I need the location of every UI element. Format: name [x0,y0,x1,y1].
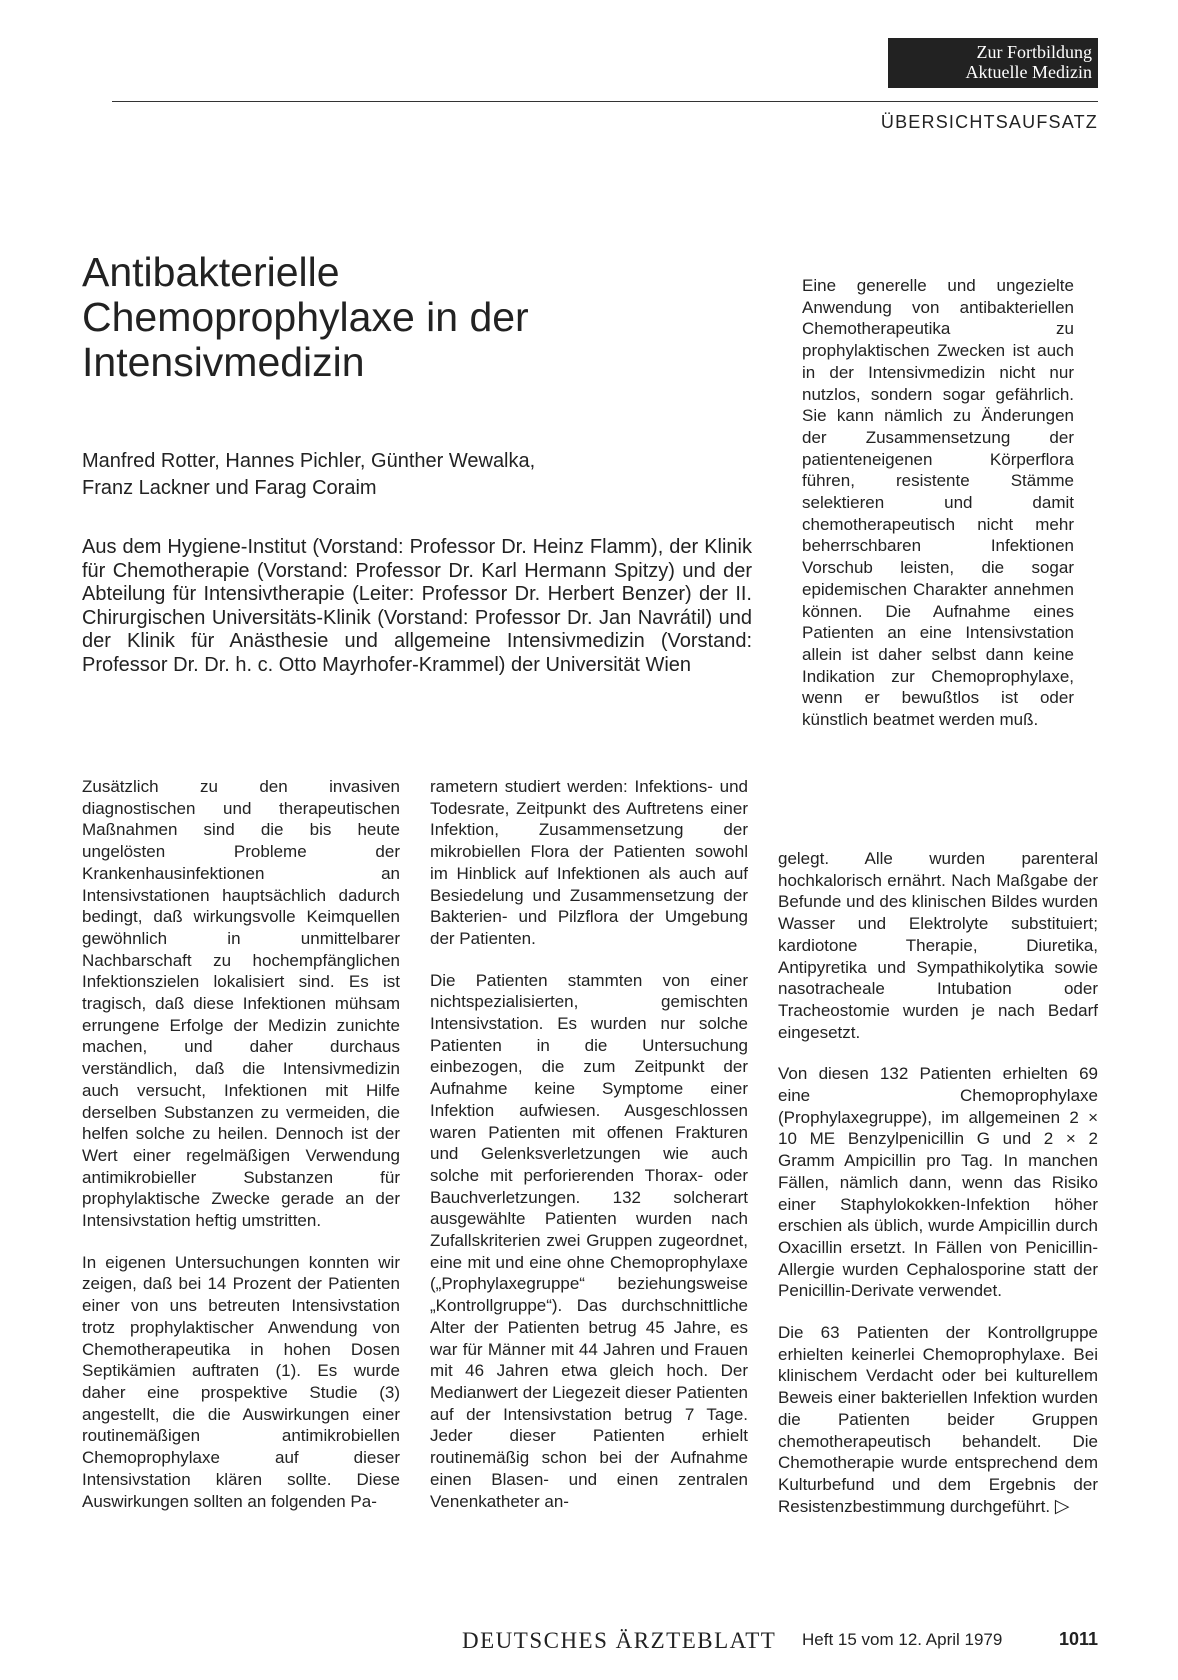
abstract-text: Eine generelle und ungezielte Anwendung von antibakteriellen Chemotherapeutika zu prophylaktischen Zwecken ist auch in der Intensivmedizin nicht nur nutzlos, sondern sogar gefährlich. Sie kann nämlich zu Änderungen der Zusammensetzung der patienteneigenen Körperflora führen, resistente Stämme selektieren und damit chemotherapeutisch nicht mehr beherrschbaren Infektionen Vorschub leisten, die sogar epidemischen Charakter annehmen können. Die Aufnahme eines Patienten an eine Intensivstation allein ist daher selbst dann keine Indikation zur Chemoprophylaxe, wenn er bewußtlos ist oder künstlich beatmet werden muß. [802,276,1074,730]
header-rule [112,101,1098,102]
badge-line-2: Aktuelle Medizin [965,62,1092,82]
journal-name: DEUTSCHES ÄRZTEBLATT [462,1628,777,1653]
title-line-2: Chemoprophylaxe in der [82,294,529,340]
continue-arrow-icon: ▷ [1054,1495,1070,1517]
authors [82,448,702,502]
authors-line-2: Franz Lackner und Farag Coraim [82,477,377,499]
abstract [802,275,1074,731]
paragraph: In eigenen Untersuchungen konnten wir zeigen, daß bei 14 Prozent der Patienten einer von uns betreuten Intensivstation trotz prophylaktischer Anwendung von Chemotherapeutika in hohen Dosen Septikämien auftraten (1). Es wurde daher eine prospektive Studie (3) angestellt, die die Auswirkungen einer routinemäßigen antimikrobiellen Chemoprophylaxe auf dieser Intensivstation klären sollte. Diese Auswirkungen sollten an folgenden Pa- [82,1252,400,1511]
body-column-2 [430,776,748,1532]
issue-info: Heft 15 vom 12. April 1979 [802,1630,1003,1649]
article-title [82,250,682,385]
affiliation: Aus dem Hygiene-Institut (Vorstand: Professor Dr. Heinz Flamm), der Klinik für Chemotherapie (Vorstand: Professor Dr. Karl Hermann Spitzy) und der Abteilung für Intensivtherapie (Leiter: Professor Dr. Herbert Benzer) der II. Chirurgischen Universitäts-Klinik (Vorstand: Professor Dr. Jan Navrátil) und der Klinik für Anästhesie und allgemeine Intensivmedizin (Vorstand: Professor Dr. Dr. h. c. Otto Mayrhofer-Krammel) der Universität Wien [82,536,752,676]
title-line-1: Antibakterielle [82,249,340,295]
body-column-1 [82,776,400,1532]
title-line-3: Intensivmedizin [82,339,365,385]
paragraph: gelegt. Alle wurden parenteral hochkalorisch ernährt. Nach Maßgabe der Befunde und des klinischen Bildes wurden Wasser und Elektrolyte substituiert; kardiotone Therapie, Diuretika, Antipyretika und Sympathikolytika sowie nasotracheale Intubation oder Tracheostomie wurden je nach Bedarf eingesetzt. [778,849,1098,1042]
paragraph: Die Patienten stammten von einer nichtspezialisierten, gemischten Intensivstation. Es wurden nur solche Patienten in die Untersuchung einbezogen, die zum Zeitpunkt der Aufnahme keine Symptome einer Infektion aufwiesen. Ausgeschlossen waren Patienten mit offenen Frakturen und Gelenksverletzungen wie auch solche mit perforierenden Thorax- oder Bauchverletzungen. 132 solcherart ausgewählte Patienten wurden nach Zufallskriterien zwei Gruppen zugeordnet, eine mit und eine ohne Chemoprophylaxe („Prophylaxegruppe“ beziehungsweise „Kontrollgruppe“). Das durchschnittliche Alter der Patienten betrug 45 Jahre, es war für Männer mit 44 Jahren und Frauen mit 46 Jahren etwa gleich hoch. Der Medianwert der Liegezeit dieser Patienten auf der Intensivstation betrug 7 Tage. Jeder dieser Patienten erhielt routinemäßig schon bei der Aufnahme einen Blasen- und einen zentralen Venenkatheter an- [430,970,748,1511]
section-label: ÜBERSICHTSAUFSATZ [880,112,1098,132]
paragraph-text: Die 63 Patienten der Kontrollgruppe erhielten keinerlei Chemoprophylaxe. Bei klinischem Verdacht oder bei kulturellem Beweis einer bakteriellen Infektion wurden die Patienten beider Gruppen chemotherapeutisch behandelt. Die Chemotherapie wurde entsprechend dem Kulturbefund und dem Ergebnis der Resistenzbestimmung durchgeführt. [778,1323,1098,1516]
body-column-3 [778,848,1098,1537]
authors-line-1: Manfred Rotter, Hannes Pichler, Günther Wewalka, [82,450,536,472]
page-footer [0,1628,1098,1658]
page-number: 1011 [1058,1629,1098,1649]
section-badge [888,38,1098,88]
badge-line-1: Zur Fortbildung [976,42,1092,62]
paragraph: Zusätzlich zu den invasiven diagnostischen und therapeutischen Maßnahmen sind die bis heute ungelösten Probleme der Krankenhausinfektionen an Intensivstationen hauptsächlich dadurch bedingt, daß wirkungsvolle Keimquellen gewöhnlich in unmittelbarer Nachbarschaft zu hochempfänglichen Infektionszielen lokalisiert sind. Es ist tragisch, daß diese Infektionen mühsam errungene Erfolge der Medizin zunichte machen, und daher durchaus verständlich, daß die Intensivmedizin auch versucht, Infektionen mit Hilfe derselben Substanzen zu vermeiden, die helfen solche zu heilen. Dennoch ist der Wert einer regelmäßigen Verwendung antimikrobieller Substanzen für prophylaktische Zwecke gerade an der Intensivstation heftig umstritten. [82,777,400,1231]
paragraph-last [778,1322,1098,1517]
paragraph: rametern studiert werden: Infektions- und Todesrate, Zeitpunkt des Auftretens einer Infektion, Zusammensetzung der mikrobiellen Flora der Patienten sowohl im Hinblick auf Infektionen als auch auf Besiedelung und Zusammensetzung der Bakterien- und Pilzflora der Umgebung der Patienten. [430,777,748,948]
paragraph: Von diesen 132 Patienten erhielten 69 eine Chemoprophylaxe (Prophylaxegruppe), im allgemeinen 2 × 10 ME Benzylpenicillin G und 2 × 2 Gramm Ampicillin pro Tag. In manchen Fällen, nämlich dann, wenn das Risiko einer Staphylokokken-Infektion höher erschien als üblich, wurde Ampicillin durch Oxacillin ersetzt. In Fällen von Penicillin-Allergie wurden Cephalosporine statt der Penicillin-Derivate verwendet. [778,1064,1098,1301]
